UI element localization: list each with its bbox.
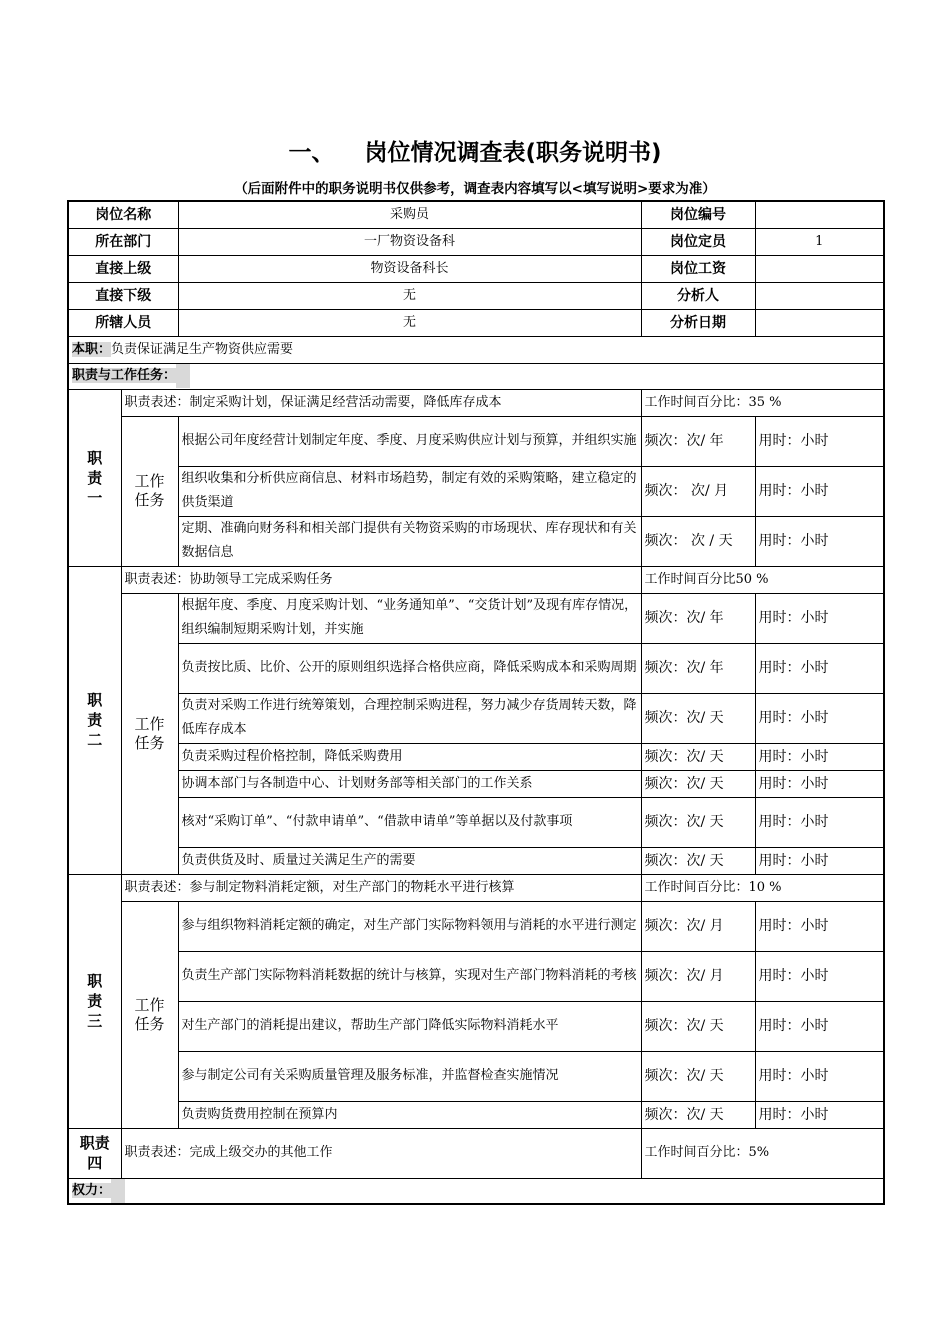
task-freq: 频次：次/ 天 (641, 1051, 755, 1101)
task-freq: 频次： 次/ 月 (641, 466, 755, 516)
task-row (68, 847, 884, 874)
duties-header-cell (68, 363, 884, 389)
task-row (68, 693, 884, 743)
task-time: 用时：小时 (755, 516, 884, 566)
duties-header: 职责与工作任务： (72, 368, 177, 383)
task-row (68, 951, 884, 1001)
task-text: 组织收集和分析供应商信息、材料市场趋势，制定有效的采购策略，建立稳定的供货渠道 (178, 466, 641, 516)
power-cell (68, 1178, 884, 1204)
basic-row-3 (68, 255, 884, 282)
task-time: 用时：小时 (755, 770, 884, 797)
duty-3-desc-row (68, 874, 884, 901)
task-row (68, 593, 884, 643)
basic-row-2 (68, 228, 884, 255)
task-time: 用时：小时 (755, 1001, 884, 1051)
duty-2-task-label: 工作任务 (121, 593, 178, 874)
superior-label: 直接上级 (68, 255, 178, 282)
task-text: 对生产部门的消耗提出建议，帮助生产部门降低实际物料消耗水平 (178, 1001, 641, 1051)
duty-3-label: 职责三 (68, 874, 121, 1128)
job-survey-table (67, 200, 885, 1205)
page-title (0, 134, 950, 167)
duty-1-desc: 职责表述：制定采购计划，保证满足经营活动需要，降低库存成本 (121, 389, 641, 416)
task-freq: 频次：次/ 天 (641, 743, 755, 770)
task-time: 用时：小时 (755, 416, 884, 466)
main-duty-row (68, 336, 884, 363)
basic-row-4 (68, 282, 884, 309)
task-time: 用时：小时 (755, 951, 884, 1001)
task-row (68, 1051, 884, 1101)
task-freq: 频次：次/ 天 (641, 1101, 755, 1128)
duty-2-desc-row (68, 566, 884, 593)
task-time: 用时：小时 (755, 593, 884, 643)
date-label: 分析日期 (641, 309, 755, 336)
task-text: 根据公司年度经营计划制定年度、季度、月度采购供应计划与预算，并组织实施 (178, 416, 641, 466)
position-code-value (755, 201, 884, 228)
position-name-label: 岗位名称 (68, 201, 178, 228)
task-time: 用时：小时 (755, 743, 884, 770)
duty-4-row (68, 1128, 884, 1178)
task-text: 根据年度、季度、月度采购计划、“业务通知单”、“交货计划”及现有库存情况，组织编制短期采购计划，并实施 (178, 593, 641, 643)
task-text: 参与制定公司有关采购质量管理及服务标准，并监督检查实施情况 (178, 1051, 641, 1101)
task-time: 用时：小时 (755, 1101, 884, 1128)
task-row (68, 416, 884, 466)
title-number: 一、 (288, 140, 335, 166)
duty-4-label: 职责四 (68, 1128, 121, 1178)
main-duty-label: 本职： (72, 341, 112, 357)
task-text: 负责购货费用控制在预算内 (178, 1101, 641, 1128)
duty-3-percent: 工作时间百分比：10 % (641, 874, 884, 901)
task-row (68, 770, 884, 797)
task-freq: 频次：次/ 天 (641, 693, 755, 743)
task-freq: 频次：次/ 天 (641, 1001, 755, 1051)
task-freq: 频次：次/ 天 (641, 770, 755, 797)
subordinate-value: 无 (178, 282, 641, 309)
title-text: 岗位情况调查表(职务说明书) (364, 140, 662, 166)
task-time: 用时：小时 (755, 643, 884, 693)
basic-row-1 (68, 201, 884, 228)
task-row (68, 1101, 884, 1128)
task-freq: 频次：次/ 年 (641, 643, 755, 693)
date-value (755, 309, 884, 336)
task-text: 定期、准确向财务科和相关部门提供有关物资采购的市场现状、库存现状和有关数据信息 (178, 516, 641, 566)
duty-2-percent: 工作时间百分比50 % (641, 566, 884, 593)
duty-1-desc-row (68, 389, 884, 416)
task-time: 用时：小时 (755, 466, 884, 516)
task-freq: 频次：次/ 天 (641, 797, 755, 847)
duty-1-percent: 工作时间百分比：35 % (641, 389, 884, 416)
duty-1-label: 职责一 (68, 389, 121, 566)
duty-4-percent: 工作时间百分比：5% (641, 1128, 884, 1178)
task-text: 协调本部门与各制造中心、计划财务部等相关部门的工作关系 (178, 770, 641, 797)
staff-label: 所辖人员 (68, 309, 178, 336)
power-row (68, 1178, 884, 1204)
task-time: 用时：小时 (755, 847, 884, 874)
subordinate-label: 直接下级 (68, 282, 178, 309)
task-row (68, 643, 884, 693)
subtitle: （后面附件中的职务说明书仅供参考，调查表内容填写以<填写说明>要求为准） (234, 181, 716, 197)
task-text: 负责对采购工作进行统筹策划，合理控制采购进程，努力减少存货周转天数，降低库存成本 (178, 693, 641, 743)
task-text: 负责供货及时、质量过关满足生产的需要 (178, 847, 641, 874)
task-text: 负责生产部门实际物料消耗数据的统计与核算，实现对生产部门物料消耗的考核 (178, 951, 641, 1001)
task-text: 核对“采购订单”、“付款申请单”、“借款申请单”等单据以及付款事项 (178, 797, 641, 847)
task-row (68, 901, 884, 951)
dept-label: 所在部门 (68, 228, 178, 255)
task-freq: 频次：次/ 月 (641, 951, 755, 1001)
task-text: 负责按比质、比价、公开的原则组织选择合格供应商，降低采购成本和采购周期 (178, 643, 641, 693)
position-name-value: 采购员 (178, 201, 641, 228)
task-time: 用时：小时 (755, 797, 884, 847)
task-row (68, 797, 884, 847)
duty-1-task-label: 工作任务 (121, 416, 178, 566)
task-freq: 频次： 次 / 天 (641, 516, 755, 566)
task-text: 负责采购过程价格控制，降低采购费用 (178, 743, 641, 770)
task-freq: 频次：次/ 月 (641, 901, 755, 951)
task-freq: 频次：次/ 年 (641, 416, 755, 466)
task-text: 参与组织物料消耗定额的确定，对生产部门实际物料领用与消耗的水平进行测定 (178, 901, 641, 951)
duty-4-desc: 职责表述：完成上级交办的其他工作 (121, 1128, 641, 1178)
task-time: 用时：小时 (755, 1051, 884, 1101)
analyst-label: 分析人 (641, 282, 755, 309)
task-row (68, 466, 884, 516)
salary-label: 岗位工资 (641, 255, 755, 282)
position-code-label: 岗位编号 (641, 201, 755, 228)
task-freq: 频次：次/ 年 (641, 593, 755, 643)
headcount-value: 1 (755, 228, 884, 255)
task-row (68, 1001, 884, 1051)
power-label: 权力： (72, 1182, 112, 1198)
salary-value (755, 255, 884, 282)
analyst-value (755, 282, 884, 309)
headcount-label: 岗位定员 (641, 228, 755, 255)
duties-header-row (68, 363, 884, 389)
duty-3-task-label: 工作任务 (121, 901, 178, 1128)
superior-value: 物资设备科长 (178, 255, 641, 282)
task-row (68, 743, 884, 770)
task-time: 用时：小时 (755, 901, 884, 951)
duty-2-label: 职责二 (68, 566, 121, 874)
dept-value: 一厂物资设备科 (178, 228, 641, 255)
task-time: 用时：小时 (755, 693, 884, 743)
basic-row-5 (68, 309, 884, 336)
duty-2-desc: 职责表述：协助领导工完成采购任务 (121, 566, 641, 593)
task-freq: 频次：次/ 天 (641, 847, 755, 874)
staff-value: 无 (178, 309, 641, 336)
main-duty-text: 负责保证满足生产物资供应需要 (111, 341, 294, 357)
main-duty-cell (68, 336, 884, 363)
task-row (68, 516, 884, 566)
duty-3-desc: 职责表述：参与制定物料消耗定额，对生产部门的物耗水平进行核算 (121, 874, 641, 901)
